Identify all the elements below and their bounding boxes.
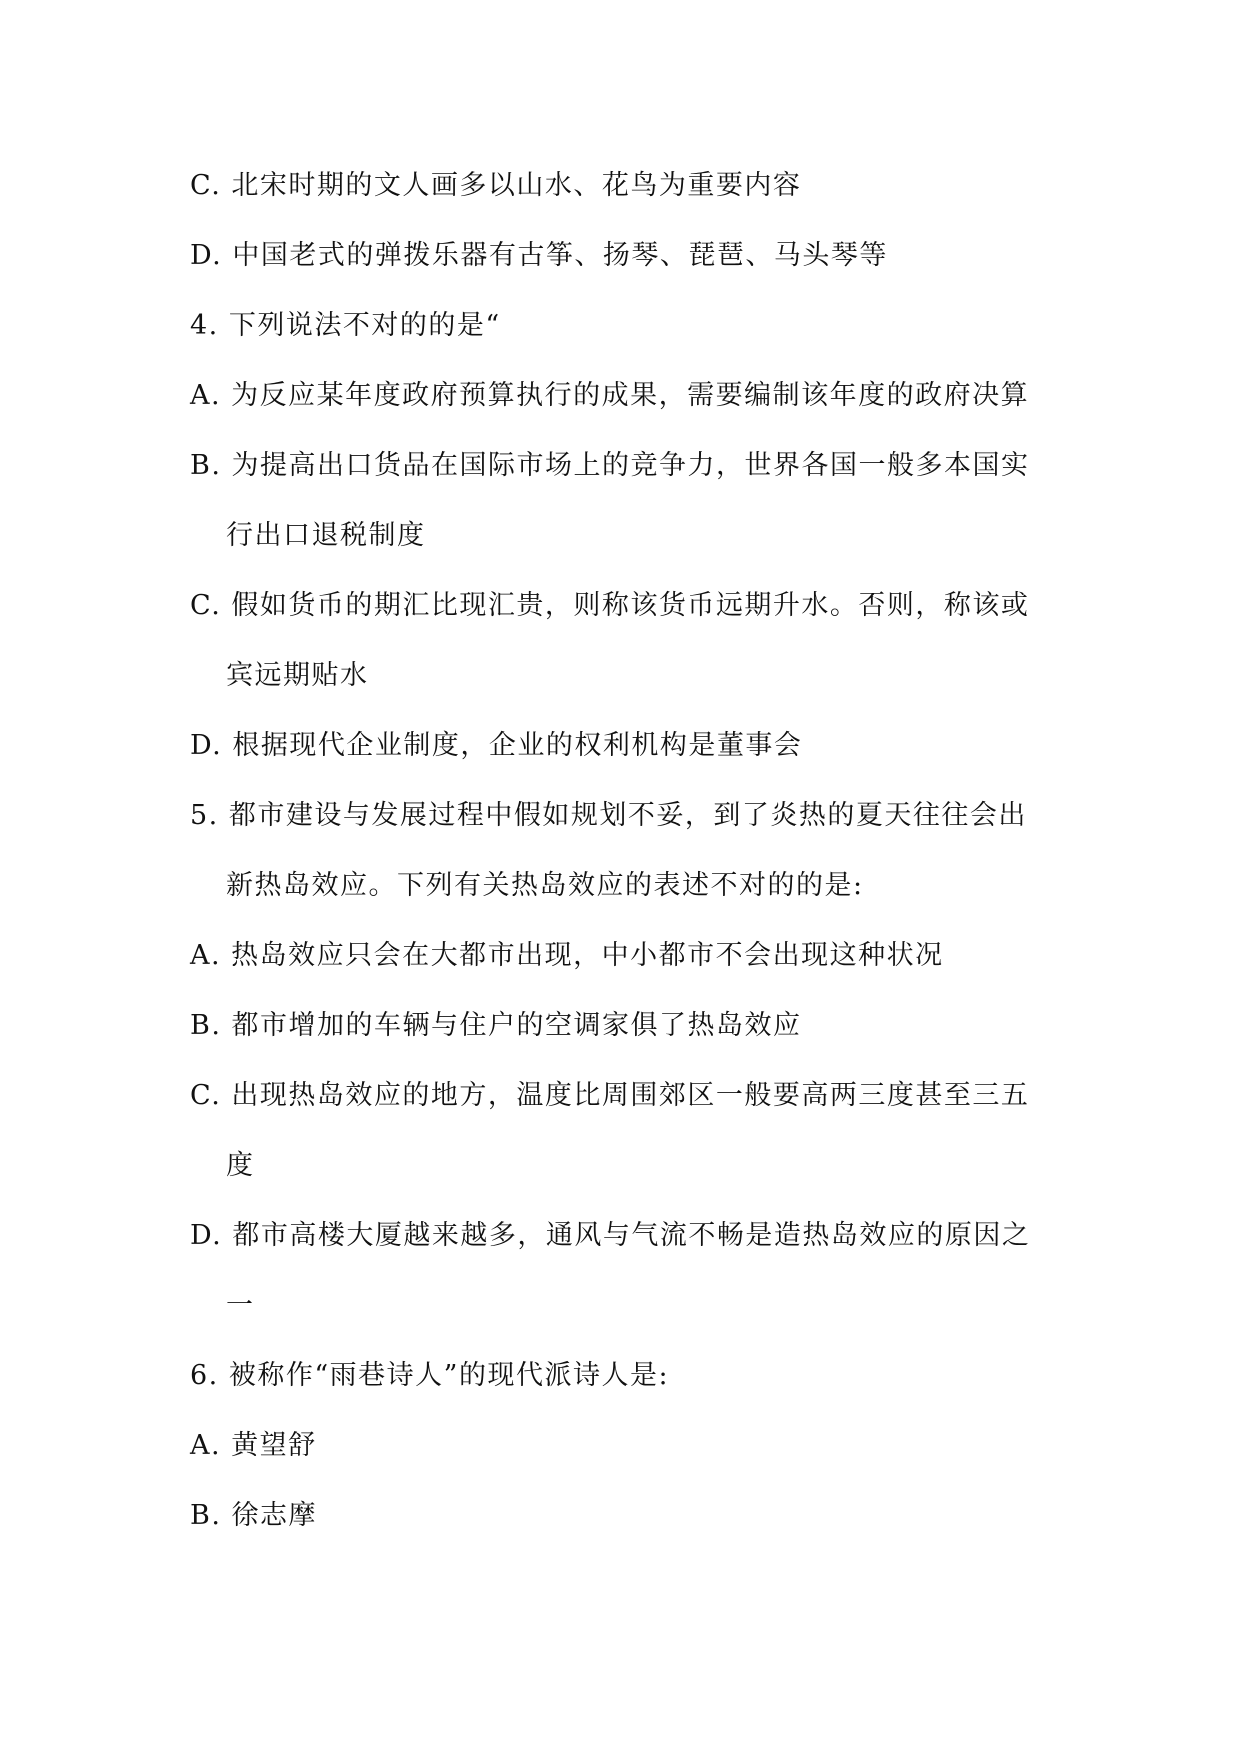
option-c-q5-continued: 度 — [226, 1150, 255, 1181]
option-b-q6: B. 徐志摩 — [190, 1500, 318, 1531]
option-a-q4: A. 为反应某年度政府预算执行的成果，需要编制该年度的政府决算 — [190, 380, 1030, 411]
option-b-q5: B. 都市增加的车辆与住户的空调家俱了热岛效应 — [190, 1010, 802, 1041]
option-a-q5: A. 热岛效应只会在大都市出现，中小都市不会出现这种状况 — [190, 940, 944, 971]
question-5-continued: 新热岛效应。下列有关热岛效应的表述不对的的是: — [226, 870, 864, 901]
question-4: 4. 下列说法不对的的是“ — [190, 310, 501, 341]
option-d-q4: D. 根据现代企业制度，企业的权利机构是董事会 — [190, 730, 803, 761]
option-d-q5: D. 都市高楼大厦越来越多，通风与气流不畅是造热岛效应的原因之 — [190, 1220, 1031, 1251]
question-6: 6. 被称作“雨巷诗人”的现代派诗人是: — [190, 1360, 670, 1391]
option-b-q4: B. 为提高出口货品在国际市场上的竞争力，世界各国一般多本国实 — [190, 450, 1030, 481]
option-a-q6: A. 黄望舒 — [190, 1430, 317, 1461]
option-d-q3: D. 中国老式的弹拨乐器有古筝、扬琴、琵琶、马头琴等 — [190, 240, 888, 271]
option-c-q3: C. 北宋时期的文人画多以山水、花鸟为重要内容 — [190, 170, 802, 201]
question-5: 5. 都市建设与发展过程中假如规划不妥，到了炎热的夏天往往会出 — [190, 800, 1027, 831]
option-c-q4-continued: 宾远期贴水 — [226, 660, 369, 691]
option-c-q4: C. 假如货币的期汇比现汇贵，则称该货币远期升水。否则，称该或 — [190, 590, 1030, 621]
option-c-q5: C. 出现热岛效应的地方，温度比周围郊区一般要高两三度甚至三五 — [190, 1080, 1030, 1111]
option-b-q4-continued: 行出口退税制度 — [226, 520, 426, 551]
option-d-q5-continued: 一 — [226, 1290, 255, 1321]
